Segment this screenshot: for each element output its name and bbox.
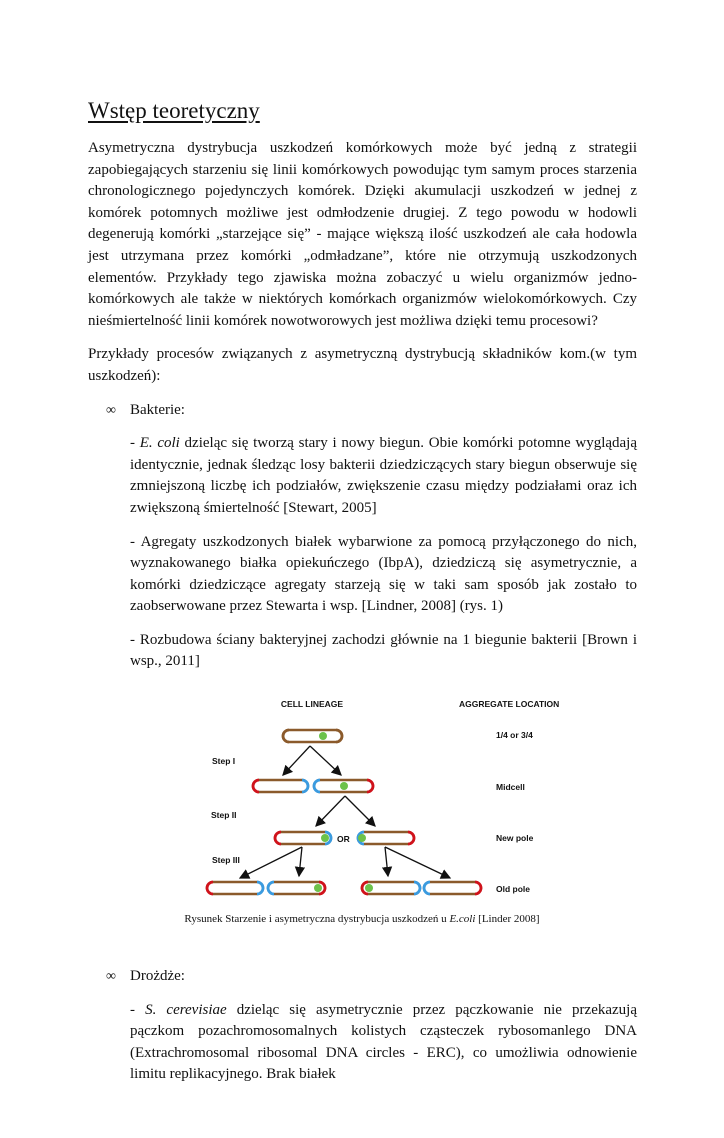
bacteria-heading: Bakterie: — [130, 401, 185, 418]
bacterium-cell — [424, 882, 481, 894]
aggregate-dot — [358, 834, 366, 842]
col-left-label: CELL LINEAGE — [280, 699, 344, 710]
bacterium-cell — [253, 780, 308, 792]
arrow — [385, 847, 450, 878]
bullet-icon: ∞ — [106, 969, 116, 985]
intro-paragraph: Asymetryczna dystrybucja uszkodzeń komórkowych może być jedną z strategii zapobiegających starzeniu się linii komórkowych powodując tym samym proces starzenia chronologicznego pojedynczych komórek. Dzięki akumulacji uszkodzeń w jednej z komórek potomnych możliwe jest odmłodzenie drugiej. Z tego powodu w hodowli degenerują komórki „starzejące się” - mające większą ilość uszkodzeń ale cała hodowla jest utrzymana przez komórki „odmładzane”, które nie otrzymują uszkodzonych elementów. Przykłady tego zjawiska można zobaczyć u wielu organizmów jedno-komórkowych ale także w niektórych komórkach organizmów wielokomórkowych. Czy nieśmiertelność linii komórek nowotworowych jest możliwa dzięki temu procesowi? — [88, 140, 637, 329]
arrow — [240, 847, 302, 878]
location-label: 1/4 or 3/4 — [496, 730, 533, 741]
arrow — [345, 796, 375, 826]
aggregate-dot — [365, 884, 373, 892]
aggregate-dot — [319, 732, 327, 740]
aggregate-dot — [340, 782, 348, 790]
arrow — [385, 847, 388, 876]
step-label: Step I — [212, 756, 236, 767]
bacteria-paragraph-1: - E. coli dzieląc się tworzą stary i nowy biegun. Obie komórki potomne wyglądają identycznie, jednak śledząc losy bakterii dziedziczących stary biegun obserwuje się zmniejszoną liczbę ich podziałów, zwiększenie czasu między podziałami oraz ich zwiększoną śmiertelność [Stewart, 2005] — [130, 435, 638, 516]
bacterium-cell — [358, 832, 414, 844]
cell-lineage-figure — [0, 687, 724, 912]
location-label: New pole — [496, 833, 534, 844]
arrow — [283, 746, 310, 775]
or-label: OR — [337, 834, 350, 845]
species-name: S. cerevisiae — [145, 1001, 227, 1018]
col-right-label: AGGREGATE LOCATION — [459, 699, 560, 710]
aggregate-dot — [321, 834, 329, 842]
page-title: Wstęp teoretyczny — [88, 98, 260, 123]
bullet-icon: ∞ — [106, 402, 116, 418]
species-name: E. coli — [139, 435, 180, 452]
bacterium-cell — [207, 882, 263, 894]
bacteria-bullet-row — [106, 400, 637, 422]
step-label: Step III — [212, 855, 240, 866]
figure-caption: Rysunek Starzenie i asymetryczna dystrybucja uszkodzeń u E.coli [Linder 2008] — [184, 913, 540, 926]
yeast-bullet-row — [106, 966, 637, 988]
examples-intro: Przykłady procesów związanych z asymetryczną dystrybucją składników kom.(w tym uszkodzeń): — [88, 346, 637, 384]
bacteria-paragraph-3: - Rozbudowa ściany bakteryjnej zachodzi głównie na 1 biegunie bakterii [Brown i wsp., 2011] — [130, 631, 637, 670]
location-label: Midcell — [496, 782, 525, 793]
arrow — [310, 746, 341, 775]
arrow — [299, 847, 302, 876]
step-label: Step II — [211, 810, 237, 821]
location-label: Old pole — [496, 884, 530, 895]
bacterium-cell — [283, 730, 342, 742]
arrow — [316, 796, 345, 826]
aggregate-dot — [314, 884, 322, 892]
bacteria-paragraph-2: - Agregaty uszkodzonych białek wybarwione za pomocą przyłączonego do nich, wyznakowanego białka opiekuńczego (IbpA), dziedziczą się asymetrycznie, a komórki dziedziczące agregaty starzeją się w taki sam sposób jak zostało to zaobserwowane przez Stewarta i wsp. [Lindner, 2008] (rys. 1) — [130, 533, 637, 615]
yeast-heading: Drożdże: — [130, 968, 185, 985]
yeast-paragraph-1: - S. cerevisiae dzieląc się asymetrycznie przez pączkowanie nie przekazują pączkom pozachromosomalnych kolistych cząsteczek rybosomanlego DNA (Extrachromosomal ribosomal DNA circles - ERC), co umożliwia odnowienie limitu replikacyjnego. Brak białek — [130, 1001, 637, 1083]
